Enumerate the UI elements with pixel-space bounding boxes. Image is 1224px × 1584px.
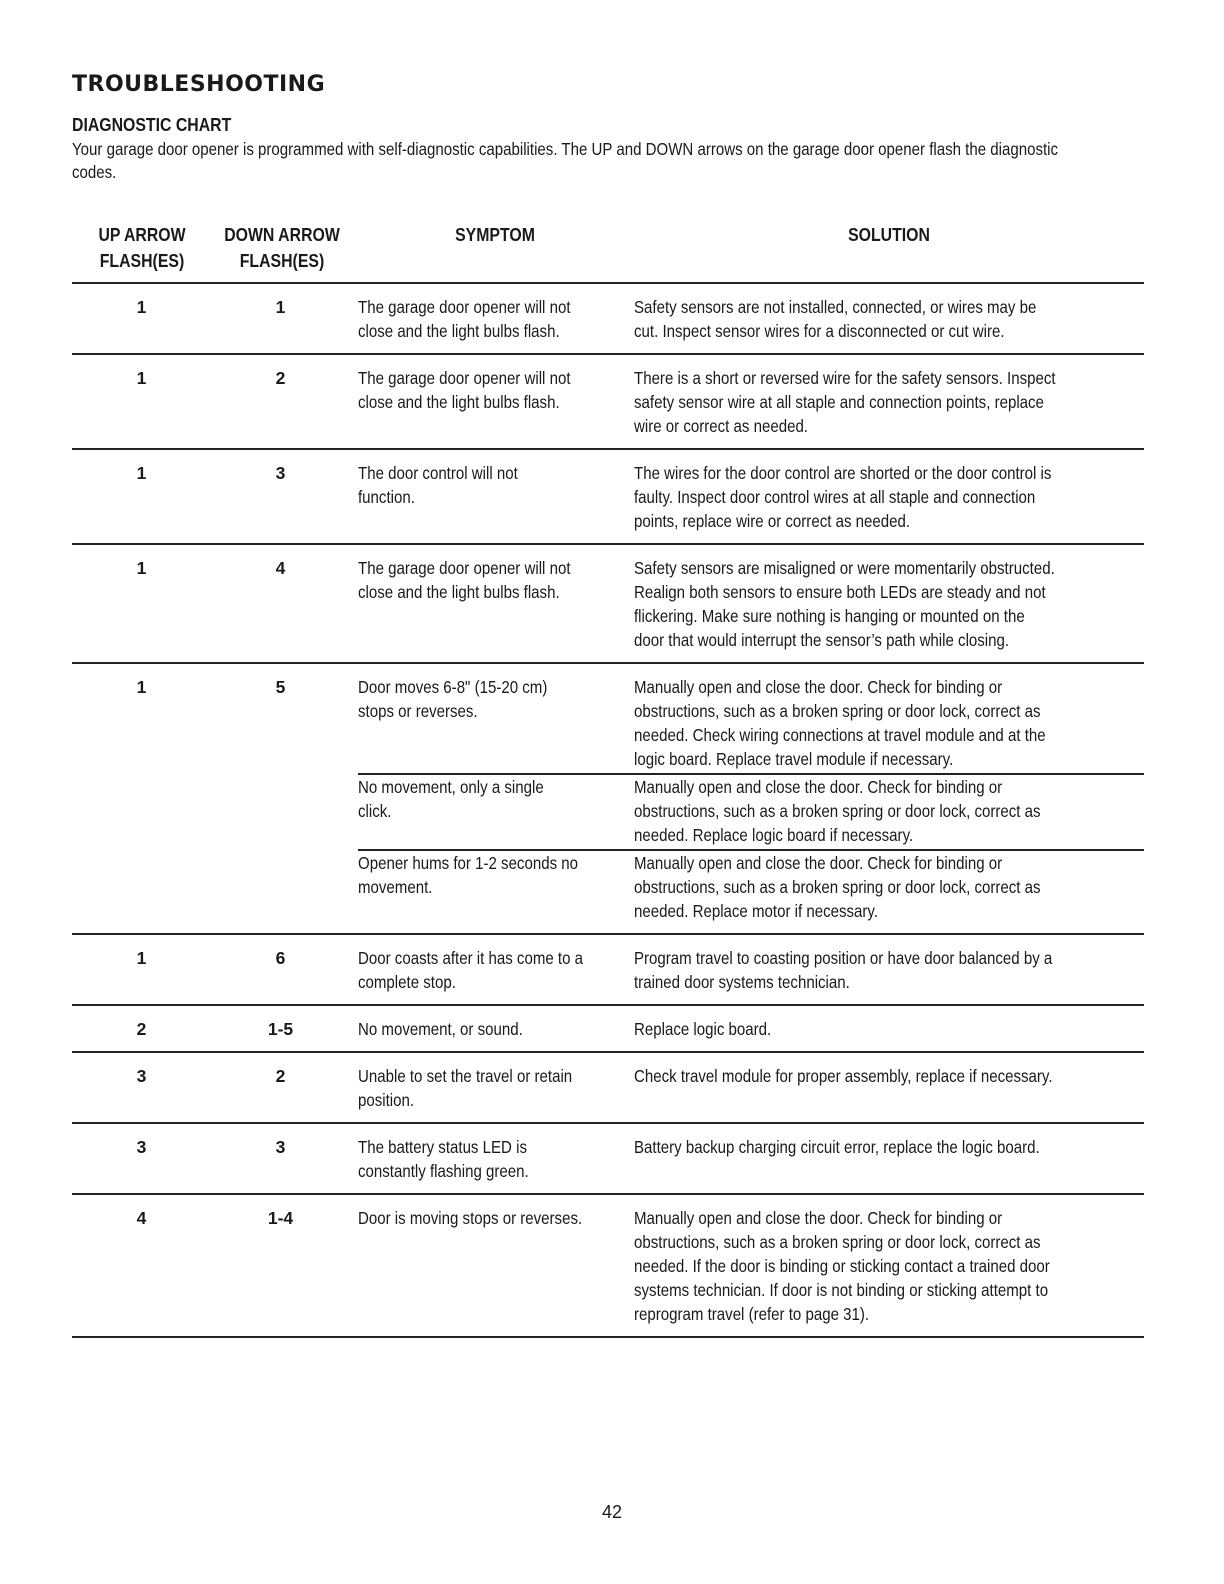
symptom-solution-pair (358, 366, 1144, 438)
symptom-cell (358, 1135, 634, 1183)
symptom-solution-group (358, 295, 1144, 343)
symptom-cell (358, 675, 634, 771)
header-down-arrow: DOWN ARROW FLASH(ES) (224, 225, 340, 271)
symptom-solution-pair (358, 1135, 1144, 1183)
down-arrow-flashes: 5 (275, 677, 286, 697)
down-arrow-flashes: 1-5 (267, 1019, 294, 1039)
symptom-solution-group (358, 1064, 1144, 1112)
solution-line: logic board. Replace travel module if necessary. (634, 749, 954, 769)
solution-line: Program travel to coasting position or have door balanced by a (634, 948, 1053, 968)
symptom-line: No movement, or sound. (358, 1019, 523, 1039)
down-arrow-flashes: 2 (275, 368, 286, 388)
symptom-cell (358, 946, 634, 994)
symptom-solution-pair (358, 295, 1144, 343)
symptom-solution-pair (358, 946, 1144, 994)
intro-text: Your garage door opener is programmed with self-diagnostic capabilities. The UP and DOWN arrows on the garage door opener flash the diagnostic codes. (72, 139, 1059, 182)
up-arrow-flashes: 1 (136, 948, 147, 968)
symptom-solution-pair (358, 675, 1144, 771)
symptom-line: The garage door opener will not (358, 297, 571, 317)
symptom-line: click. (358, 801, 392, 821)
solution-line: needed. Replace motor if necessary. (634, 901, 878, 921)
down-arrow-flashes: 2 (275, 1066, 286, 1086)
solution-line: systems technician. If door is not binding or sticking attempt to (634, 1280, 1049, 1300)
down-arrow-flashes: 4 (275, 558, 286, 578)
solution-cell (634, 1206, 1144, 1326)
symptom-cell (358, 461, 634, 533)
solution-cell (634, 1064, 1144, 1112)
header-solution: SOLUTION (848, 225, 930, 245)
down-arrow-flashes: 1-4 (267, 1208, 294, 1228)
table-row (72, 545, 1144, 664)
symptom-solution-pair (358, 1017, 1144, 1041)
solution-cell (634, 675, 1144, 771)
solution-cell (634, 1017, 1144, 1041)
symptom-cell (358, 295, 634, 343)
page (72, 72, 1144, 1338)
solution-cell (634, 1135, 1144, 1183)
solution-cell (634, 946, 1144, 994)
symptom-cell (358, 1064, 634, 1112)
solution-cell (634, 366, 1144, 438)
symptom-solution-pair (358, 1206, 1144, 1326)
table-row (72, 284, 1144, 355)
solution-line: flickering. Make sure nothing is hanging or mounted on the (634, 606, 1025, 626)
symptom-solution-group (358, 946, 1144, 994)
symptom-cell (358, 851, 634, 923)
table-header (72, 222, 1144, 284)
table-row (72, 935, 1144, 1006)
symptom-line: close and the light bulbs flash. (358, 392, 560, 412)
up-arrow-flashes: 1 (136, 677, 147, 697)
symptom-cell (358, 1017, 634, 1041)
up-arrow-flashes: 1 (136, 297, 147, 317)
solution-line: obstructions, such as a broken spring or door lock, correct as (634, 877, 1041, 897)
symptom-line: function. (358, 487, 415, 507)
symptom-solution-pair (358, 461, 1144, 533)
symptom-solution-pair (358, 773, 1144, 847)
up-arrow-flashes: 1 (136, 368, 147, 388)
symptom-line: stops or reverses. (358, 701, 478, 721)
table-row (72, 1053, 1144, 1124)
symptom-line: The garage door opener will not (358, 368, 571, 388)
symptom-line: close and the light bulbs flash. (358, 321, 560, 341)
solution-line: Manually open and close the door. Check for binding or (634, 677, 1003, 697)
solution-line: safety sensor wire at all staple and connection points, replace (634, 392, 1044, 412)
up-arrow-flashes: 1 (136, 463, 147, 483)
solution-line: cut. Inspect sensor wires for a disconnected or cut wire. (634, 321, 1005, 341)
symptom-line: The garage door opener will not (358, 558, 571, 578)
symptom-solution-pair (358, 849, 1144, 923)
header-symptom: SYMPTOM (455, 225, 535, 245)
solution-line: door that would interrupt the sensor’s path while closing. (634, 630, 1010, 650)
symptom-line: Door coasts after it has come to a (358, 948, 584, 968)
solution-line: The wires for the door control are shorted or the door control is (634, 463, 1052, 483)
symptom-line: Door is moving stops or reverses. (358, 1208, 583, 1228)
symptom-line: Door moves 6-8" (15-20 cm) (358, 677, 548, 697)
symptom-line: The battery status LED is (358, 1137, 527, 1157)
table-body (72, 284, 1144, 1338)
up-arrow-flashes: 2 (136, 1019, 147, 1039)
solution-line: Manually open and close the door. Check for binding or (634, 777, 1003, 797)
table-row (72, 355, 1144, 450)
solution-line: Manually open and close the door. Check for binding or (634, 1208, 1003, 1228)
symptom-solution-group (358, 675, 1144, 923)
solution-line: obstructions, such as a broken spring or door lock, correct as (634, 1232, 1041, 1252)
symptom-solution-pair (358, 556, 1144, 652)
solution-line: Safety sensors are not installed, connected, or wires may be (634, 297, 1037, 317)
solution-line: reprogram travel (refer to page 31). (634, 1304, 870, 1324)
header-up-arrow: UP ARROW FLASH(ES) (98, 225, 186, 271)
solution-line: obstructions, such as a broken spring or door lock, correct as (634, 801, 1041, 821)
symptom-line: No movement, only a single (358, 777, 544, 797)
solution-line: Replace logic board. (634, 1019, 772, 1039)
section-subtitle: DIAGNOSTIC CHART (72, 115, 232, 135)
solution-line: Realign both sensors to ensure both LEDs are steady and not (634, 582, 1046, 602)
symptom-line: The door control will not (358, 463, 518, 483)
solution-line: wire or correct as needed. (634, 416, 809, 436)
solution-cell (634, 851, 1144, 923)
solution-line: Battery backup charging circuit error, replace the logic board. (634, 1137, 1040, 1157)
solution-line: needed. Check wiring connections at travel module and at the (634, 725, 1046, 745)
table-row (72, 664, 1144, 935)
table-row (72, 1195, 1144, 1338)
solution-line: points, replace wire or correct as needed. (634, 511, 911, 531)
solution-line: Safety sensors are misaligned or were momentarily obstructed. (634, 558, 1055, 578)
symptom-cell (358, 775, 634, 847)
solution-cell (634, 461, 1144, 533)
solution-line: needed. If the door is binding or sticking contact a trained door (634, 1256, 1050, 1276)
table-row (72, 450, 1144, 545)
symptom-solution-group (358, 1135, 1144, 1183)
down-arrow-flashes: 3 (275, 1137, 286, 1157)
solution-cell (634, 556, 1144, 652)
symptom-line: Opener hums for 1-2 seconds no (358, 853, 579, 873)
symptom-cell (358, 1206, 634, 1326)
symptom-line: position. (358, 1090, 415, 1110)
solution-cell (634, 295, 1144, 343)
solution-line: needed. Replace logic board if necessary. (634, 825, 914, 845)
symptom-cell (358, 366, 634, 438)
page-number: 42 (601, 1502, 623, 1522)
symptom-solution-group (358, 366, 1144, 438)
down-arrow-flashes: 3 (275, 463, 286, 483)
solution-line: obstructions, such as a broken spring or door lock, correct as (634, 701, 1041, 721)
up-arrow-flashes: 3 (136, 1137, 147, 1157)
symptom-solution-group (358, 1206, 1144, 1326)
solution-line: trained door systems technician. (634, 972, 850, 992)
symptom-solution-pair (358, 1064, 1144, 1112)
symptom-cell (358, 556, 634, 652)
page-title: TROUBLESHOOTING (72, 72, 326, 97)
table-row (72, 1124, 1144, 1195)
symptom-line: close and the light bulbs flash. (358, 582, 560, 602)
symptom-solution-group (358, 556, 1144, 652)
solution-line: Manually open and close the door. Check for binding or (634, 853, 1003, 873)
solution-cell (634, 775, 1144, 847)
up-arrow-flashes: 4 (136, 1208, 147, 1228)
solution-line: faulty. Inspect door control wires at all staple and connection (634, 487, 1036, 507)
solution-line: There is a short or reversed wire for the safety sensors. Inspect (634, 368, 1056, 388)
symptom-line: Unable to set the travel or retain (358, 1066, 573, 1086)
symptom-line: constantly flashing green. (358, 1161, 529, 1181)
down-arrow-flashes: 1 (275, 297, 286, 317)
down-arrow-flashes: 6 (275, 948, 286, 968)
solution-line: Check travel module for proper assembly, replace if necessary. (634, 1066, 1053, 1086)
symptom-solution-group (358, 1017, 1144, 1041)
up-arrow-flashes: 3 (136, 1066, 147, 1086)
symptom-solution-group (358, 461, 1144, 533)
table-row (72, 1006, 1144, 1053)
up-arrow-flashes: 1 (136, 558, 147, 578)
symptom-line: complete stop. (358, 972, 456, 992)
symptom-line: movement. (358, 877, 433, 897)
